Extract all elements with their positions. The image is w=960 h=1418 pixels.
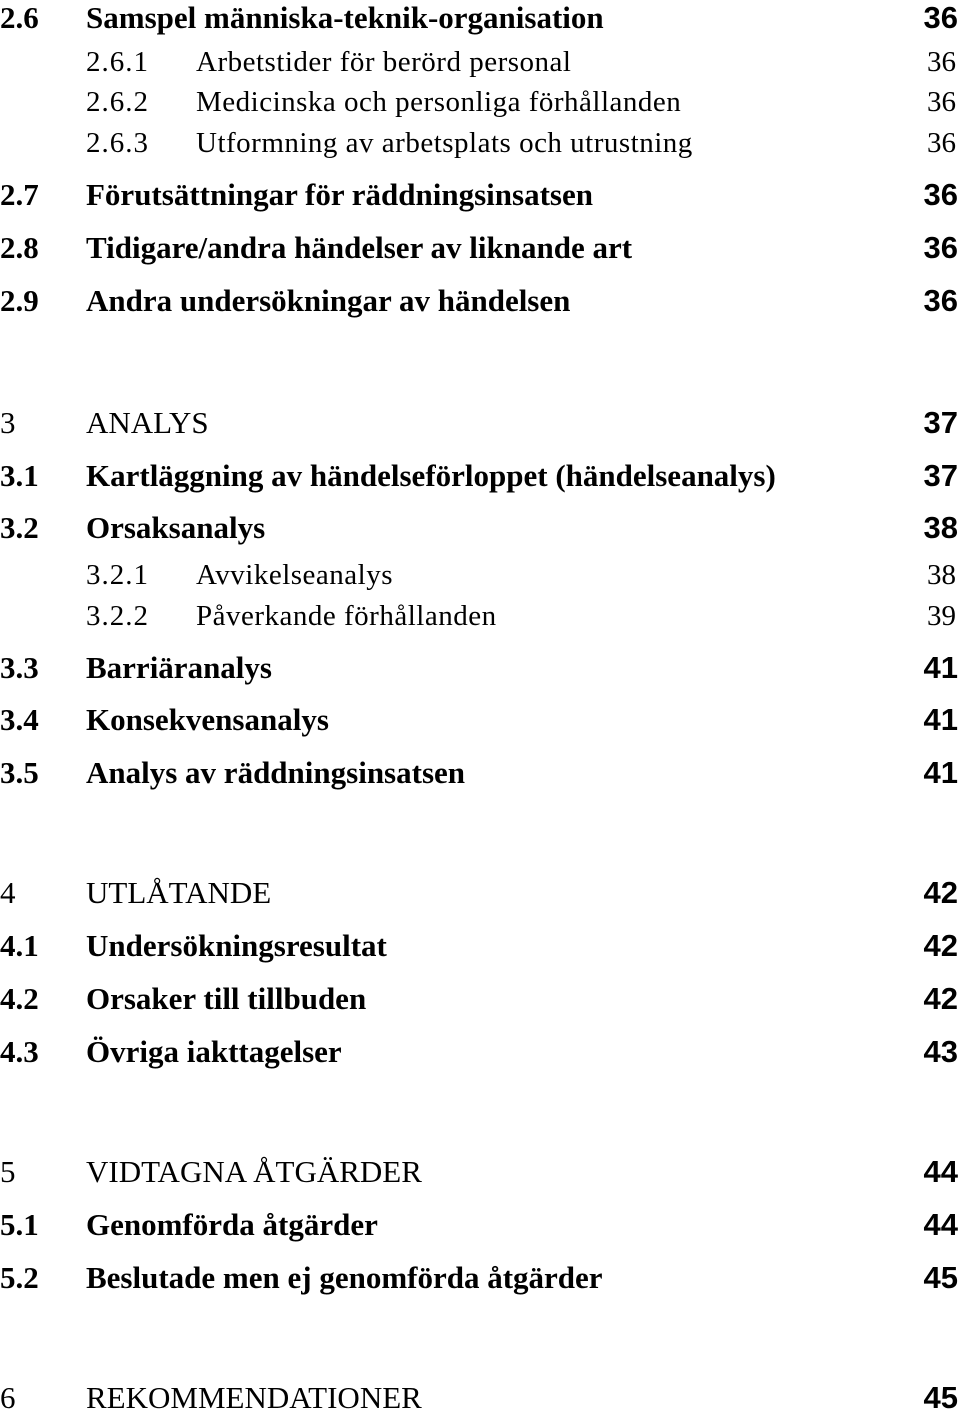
toc-entry-number: 2.6.3 (86, 126, 149, 159)
toc-entry-title: Analys av räddningsinsatsen (86, 755, 466, 790)
toc-entry-title: Samspel människa-teknik-organisation (86, 0, 604, 35)
toc-entry-page: 36 (923, 0, 958, 35)
toc-entry-page: 41 (923, 650, 958, 685)
toc-entry[interactable] (0, 42, 960, 82)
toc-entry-number: 2.6.1 (86, 45, 149, 78)
toc-entry-title: Avvikelseanalys (196, 558, 394, 591)
toc-entry[interactable] (0, 0, 960, 38)
toc-entry-page: 38 (927, 558, 956, 591)
toc-chapter[interactable] (0, 1152, 960, 1192)
toc-entry[interactable] (0, 596, 960, 636)
toc-entry-title: Barriäranalys (86, 650, 272, 685)
toc-chapter[interactable] (0, 1378, 960, 1418)
toc-entry-number: 6 (0, 1380, 16, 1415)
toc-entry[interactable] (0, 1205, 960, 1245)
toc-entry[interactable] (0, 926, 960, 966)
toc-entry-page: 42 (923, 928, 958, 963)
toc-entry-title: Övriga iakttagelser (86, 1034, 342, 1069)
toc-entry-number: 2.6 (0, 0, 39, 35)
toc-entry-page: 36 (927, 45, 956, 78)
toc-entry-title: Andra undersökningar av händelsen (86, 283, 571, 318)
toc-entry-title: REKOMMENDATIONER (86, 1380, 422, 1415)
toc-entry-page: 36 (923, 283, 958, 318)
toc-entry[interactable] (0, 648, 960, 688)
toc-entry-number: 3.4 (0, 702, 39, 737)
toc-entry-title: Utformning av arbetsplats och utrustning (196, 126, 693, 159)
toc-entry-title: Tidigare/andra händelser av liknande art (86, 230, 633, 265)
toc-entry[interactable] (0, 82, 960, 122)
toc-entry-number: 5.2 (0, 1260, 39, 1295)
toc-entry-number: 3 (0, 405, 16, 440)
toc-entry[interactable] (0, 123, 960, 163)
toc-entry-number: 2.8 (0, 230, 39, 265)
toc-entry-page: 39 (927, 599, 956, 632)
toc-entry-number: 4 (0, 875, 16, 910)
toc-entry-number: 4.2 (0, 981, 39, 1016)
toc-entry-page: 42 (923, 875, 958, 910)
toc-entry[interactable] (0, 508, 960, 548)
toc-entry[interactable] (0, 979, 960, 1019)
toc-entry-page: 36 (923, 230, 958, 265)
toc-entry-page: 38 (923, 510, 958, 545)
toc-entry[interactable] (0, 700, 960, 740)
toc-entry[interactable] (0, 1032, 960, 1072)
toc-entry[interactable] (0, 175, 960, 215)
toc-entry-title: Förutsättningar för räddningsinsatsen (86, 177, 593, 212)
toc-entry-title: Undersökningsresultat (86, 928, 387, 963)
toc-entry-page: 36 (923, 177, 958, 212)
toc-entry-page: 41 (923, 755, 958, 790)
toc-entry-number: 3.1 (0, 458, 39, 493)
toc-entry-number: 2.9 (0, 283, 39, 318)
toc-entry-page: 44 (923, 1154, 958, 1189)
toc-entry-page: 36 (927, 85, 956, 118)
toc-entry-page: 44 (923, 1207, 958, 1242)
toc-entry-number: 4.1 (0, 928, 39, 963)
toc-entry-number: 3.2 (0, 510, 39, 545)
toc-entry-number: 2.7 (0, 177, 39, 212)
toc-entry-page: 41 (923, 702, 958, 737)
toc-entry[interactable] (0, 1258, 960, 1298)
toc-chapter[interactable] (0, 873, 960, 913)
toc-entry-title: Medicinska och personliga förhållanden (196, 85, 682, 118)
toc-entry-title: Beslutade men ej genomförda åtgärder (86, 1260, 603, 1295)
toc-entry-page: 37 (923, 458, 958, 493)
toc-entry-number: 3.3 (0, 650, 39, 685)
toc-entry-title: Orsaker till tillbuden (86, 981, 367, 1016)
toc-entry[interactable] (0, 555, 960, 595)
toc-entry-title: Påverkande förhållanden (196, 599, 497, 632)
toc-entry-page: 37 (923, 405, 958, 440)
toc-entry-page: 36 (927, 126, 956, 159)
toc-entry[interactable] (0, 281, 960, 321)
toc-entry-title: Orsaksanalys (86, 510, 266, 545)
toc-entry-page: 42 (923, 981, 958, 1016)
toc-entry-title: Arbetstider för berörd personal (196, 45, 572, 78)
toc-entry-number: 3.5 (0, 755, 39, 790)
toc-entry[interactable] (0, 228, 960, 268)
toc-entry-page: 45 (923, 1380, 958, 1415)
toc-entry-number: 2.6.2 (86, 85, 149, 118)
toc-entry-number: 3.2.1 (86, 558, 149, 591)
toc-entry-page: 43 (923, 1034, 958, 1069)
toc-entry-title: Genomförda åtgärder (86, 1207, 378, 1242)
toc-entry-title: Konsekvensanalys (86, 702, 329, 737)
toc-entry-number: 5 (0, 1154, 16, 1189)
toc-entry-title: Kartläggning av händelseförloppet (händelseanalys) (86, 458, 776, 493)
toc-entry-title: VIDTAGNA ÅTGÄRDER (86, 1154, 422, 1189)
toc-entry[interactable] (0, 456, 960, 496)
toc-entry-title: UTLÅTANDE (86, 875, 272, 910)
toc-entry-number: 5.1 (0, 1207, 39, 1242)
toc-entry-title: ANALYS (86, 405, 209, 440)
toc-entry[interactable] (0, 753, 960, 793)
toc-entry-number: 3.2.2 (86, 599, 149, 632)
toc-entry-page: 45 (923, 1260, 958, 1295)
toc-chapter[interactable] (0, 403, 960, 443)
toc-entry-number: 4.3 (0, 1034, 39, 1069)
